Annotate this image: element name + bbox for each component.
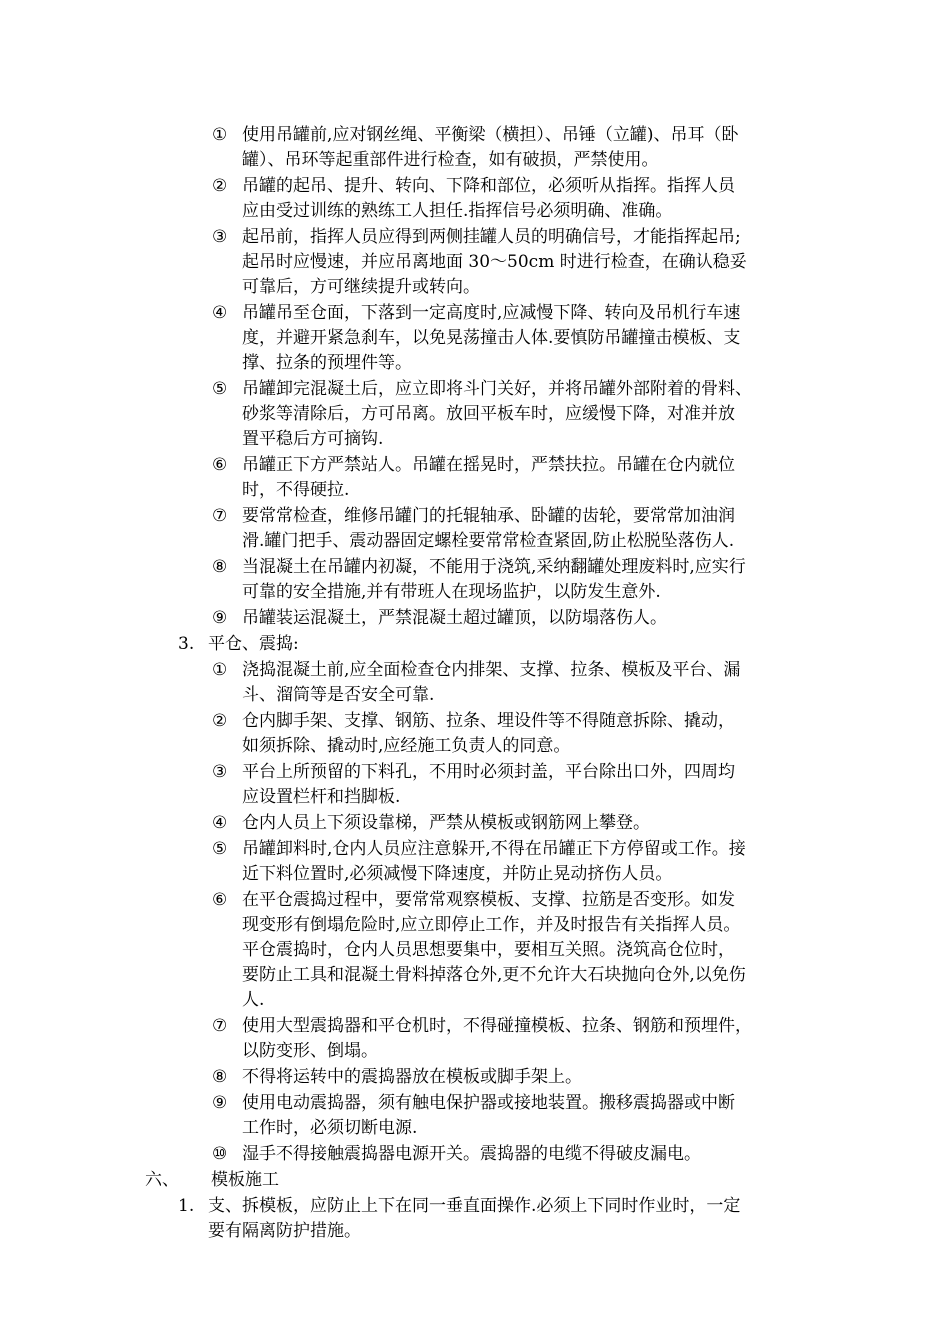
paragraph-line: 吊罐装运混凝土，严禁混凝土超过罐顶，以防塌落伤人。 xyxy=(242,608,667,628)
paragraph-line: 使用大型震捣器和平仓机时，不得碰撞模板、拉条、钢筋和预埋件， xyxy=(242,1016,752,1036)
paragraph-line: 在平仓震捣过程中，要常常观察模板、支撑、拉筋是否变形。如发 xyxy=(242,890,735,910)
paragraph-line: 模板施工 xyxy=(211,1170,279,1190)
paragraph-line: 置平稳后方可摘钩. xyxy=(242,429,384,449)
paragraph-line: 当混凝土在吊罐内初凝，不能用于浇筑,采纳翻罐处理废料时,应实行 xyxy=(242,557,746,577)
paragraph-line: 应由受过训练的熟练工人担任.指挥信号必须明确、准确。 xyxy=(242,201,673,221)
paragraph-line: 可靠后，方可继续提升或转向。 xyxy=(242,277,480,297)
paragraph-line: 工作时，必须切断电源. xyxy=(242,1118,418,1138)
list-marker: ② xyxy=(212,176,228,196)
paragraph-line: 人. xyxy=(242,990,265,1010)
list-marker: 六、 xyxy=(145,1170,179,1190)
list-marker: ③ xyxy=(212,227,228,247)
paragraph-line: 度，并避开紧急刹车，以免晃荡撞击人体.要慎防吊罐撞击模板、支 xyxy=(242,328,741,348)
list-marker: 3. xyxy=(178,634,195,654)
paragraph-line: 不得将运转中的震捣器放在模板或脚手架上。 xyxy=(242,1067,582,1087)
paragraph-line: 浇捣混凝土前,应全面检查仓内排架、支撑、拉条、模板及平台、漏 xyxy=(242,660,741,680)
list-marker: ⑤ xyxy=(212,379,228,399)
paragraph-line: 可靠的安全措施,并有带班人在现场监护，以防发生意外. xyxy=(242,582,661,602)
paragraph-line: 时，不得硬拉. xyxy=(242,480,350,500)
list-marker: 1. xyxy=(178,1196,195,1216)
paragraph-line: 罐）、吊环等起重部件进行检查，如有破损，严禁使用。 xyxy=(242,150,659,170)
paragraph-line: 起吊时应慢速，并应吊离地面 30～50cm 时进行检查，在确认稳妥 xyxy=(242,252,747,272)
list-marker: ⑨ xyxy=(212,1093,228,1113)
paragraph-line: 起吊前，指挥人员应得到两侧挂罐人员的明确信号，才能指挥起吊; xyxy=(242,227,741,247)
list-marker: ① xyxy=(212,125,228,145)
list-marker: ④ xyxy=(212,303,228,323)
list-marker: ⑦ xyxy=(212,506,228,526)
paragraph-line: 湿手不得接触震捣器电源开关。震捣器的电缆不得破皮漏电。 xyxy=(242,1144,701,1164)
paragraph-line: 如须拆除、撬动时,应经施工负责人的同意。 xyxy=(242,736,571,756)
list-marker: ④ xyxy=(212,813,228,833)
paragraph-line: 滑.罐门把手、震动器固定螺栓要常常检查紧固,防止松脱坠落伤人. xyxy=(242,531,735,551)
paragraph-line: 撑、拉条的预埋件等。 xyxy=(242,353,412,373)
paragraph-line: 吊罐的起吊、提升、转向、下降和部位，必须听从指挥。指挥人员 xyxy=(242,176,735,196)
paragraph-line: 仓内人员上下须设靠梯，严禁从模板或钢筋网上攀登。 xyxy=(242,813,650,833)
paragraph-line: 以防变形、倒塌。 xyxy=(242,1041,378,1061)
paragraph-line: 要有隔离防护措施。 xyxy=(208,1221,361,1241)
paragraph-line: 平仓震捣时，仓内人员思想要集中，要相互关照。浇筑高仓位时， xyxy=(242,940,735,960)
paragraph-line: 仓内脚手架、支撑、钢筋、拉条、埋设件等不得随意拆除、撬动， xyxy=(242,711,735,731)
paragraph-line: 吊罐正下方严禁站人。吊罐在摇晃时，严禁扶拉。吊罐在仓内就位 xyxy=(242,455,735,475)
paragraph-line: 平台上所预留的下料孔，不用时必须封盖，平台除出口外，四周均 xyxy=(242,762,735,782)
paragraph-line: 吊罐卸料时,仓内人员应注意躲开,不得在吊罐正下方停留或工作。接 xyxy=(242,839,746,859)
paragraph-line: 砂浆等清除后，方可吊离。放回平板车时，应缓慢下降，对准并放 xyxy=(242,404,735,424)
list-marker: ③ xyxy=(212,762,228,782)
list-marker: ⑧ xyxy=(212,557,228,577)
paragraph-line: 使用电动震捣器，须有触电保护器或接地装置。搬移震捣器或中断 xyxy=(242,1093,735,1113)
list-marker: ⑩ xyxy=(212,1144,228,1164)
paragraph-line: 支、拆模板，应防止上下在同一垂直面操作.必须上下同时作业时，一定 xyxy=(208,1196,741,1216)
paragraph-line: 现变形有倒塌危险时,应立即停止工作，并及时报告有关指挥人员。 xyxy=(242,915,741,935)
paragraph-line: 使用吊罐前,应对钢丝绳、平衡梁（横担）、吊锤（立罐)、吊耳（卧 xyxy=(242,125,739,145)
list-marker: ⑧ xyxy=(212,1067,228,1087)
list-marker: ⑨ xyxy=(212,608,228,628)
paragraph-line: 要常常检查，维修吊罐门的托辊轴承、卧罐的齿轮，要常常加油润 xyxy=(242,506,735,526)
paragraph-line: 斗、溜筒等是否安全可靠. xyxy=(242,685,435,705)
paragraph-line: 吊罐卸完混凝土后，应立即将斗门关好，并将吊罐外部附着的骨料、 xyxy=(242,379,752,399)
list-marker: ⑦ xyxy=(212,1016,228,1036)
list-marker: ① xyxy=(212,660,228,680)
paragraph-line: 近下料位置时,必须减慢下降速度，并防止晃动挤伤人员。 xyxy=(242,864,673,884)
paragraph-line: 要防止工具和混凝土骨料掉落仓外,更不允许大石块抛向仓外,以免伤 xyxy=(242,965,746,985)
paragraph-line: 平仓、震捣: xyxy=(208,634,299,654)
list-marker: ⑥ xyxy=(212,455,228,475)
list-marker: ⑥ xyxy=(212,890,228,910)
list-marker: ② xyxy=(212,711,228,731)
paragraph-line: 吊罐吊至仓面，下落到一定高度时,应减慢下降、转向及吊机行车速 xyxy=(242,303,741,323)
list-marker: ⑤ xyxy=(212,839,228,859)
paragraph-line: 应设置栏杆和挡脚板. xyxy=(242,787,401,807)
